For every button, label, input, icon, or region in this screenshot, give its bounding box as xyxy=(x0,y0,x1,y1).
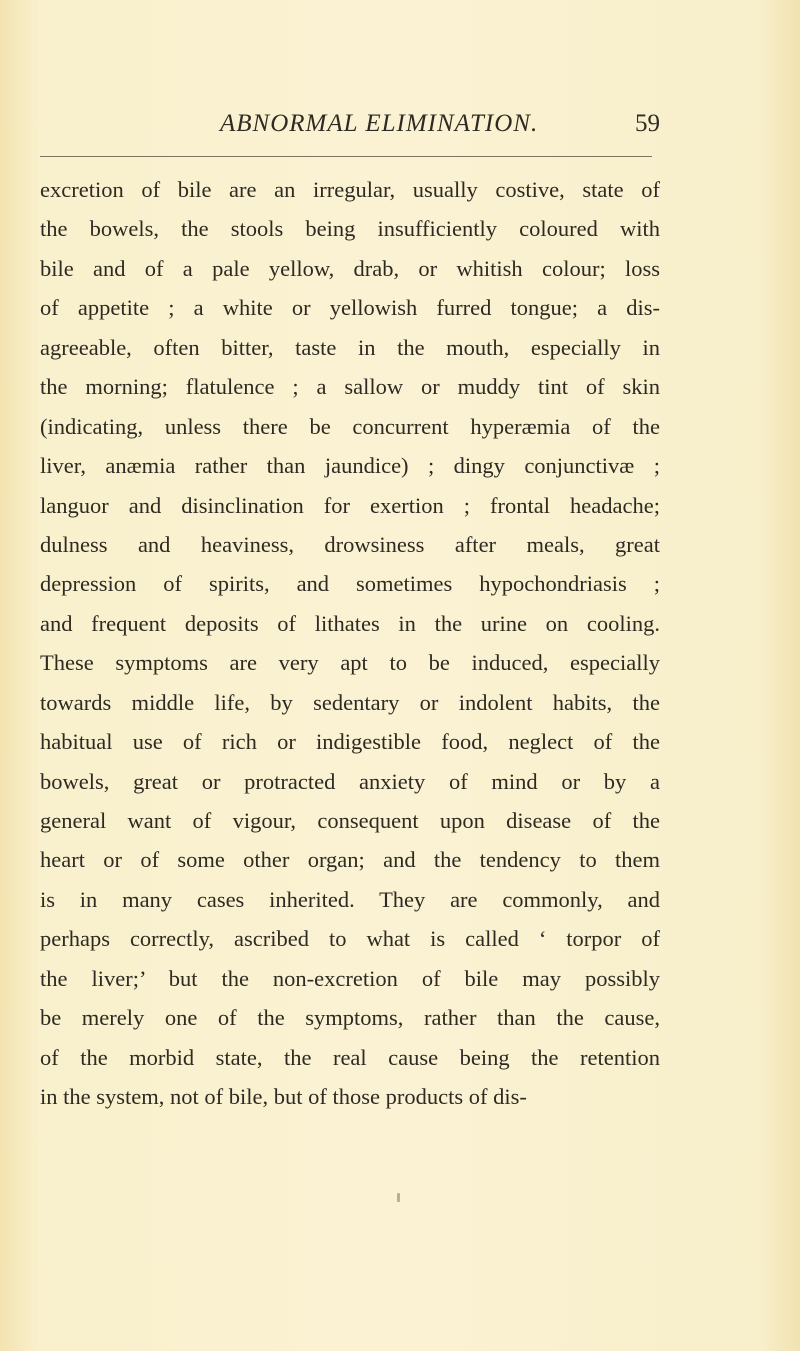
page-header xyxy=(40,110,660,150)
text-line: agreeable, often bitter, taste in the mouth, especially in xyxy=(40,334,660,360)
text-line: and frequent deposits of lithates in the urine on cooling. xyxy=(40,610,660,636)
text-line: of appetite ; a white or yellowish furred tongue; a dis- xyxy=(40,295,660,321)
text-line: of the morbid state, the real cause being the retention xyxy=(40,1044,660,1070)
text-line: habitual use of rich or indigestible food, neglect of the xyxy=(40,729,660,755)
text-line: towards middle life, by sedentary or indolent habits, the xyxy=(40,689,660,715)
text-line: the liver;’ but the non-excretion of bile may possibly xyxy=(40,965,660,991)
text-line: depression of spirits, and sometimes hypochondriasis ; xyxy=(40,571,660,597)
text-line: bile and of a pale yellow, drab, or whitish colour; loss xyxy=(40,255,660,281)
text-line: perhaps correctly, ascribed to what is called ‘ torpor of xyxy=(40,926,660,952)
text-line: languor and disinclination for exertion ; frontal headache; xyxy=(40,492,660,518)
text-line: dulness and heaviness, drowsiness after meals, great xyxy=(40,531,660,557)
header-rule xyxy=(40,156,652,157)
page-number: 59 xyxy=(635,110,660,137)
text-line: excretion of bile are an irregular, usually costive, state of xyxy=(40,177,660,202)
text-line: the bowels, the stools being insufficiently coloured with xyxy=(40,216,660,242)
running-title: ABNORMAL ELIMINATION. xyxy=(220,110,539,137)
text-line: in the system, not of bile, but of those products of dis- xyxy=(40,1084,527,1110)
body-paragraph xyxy=(40,170,660,1117)
text-line: These symptoms are very apt to be induced, especially xyxy=(40,650,660,676)
text-line: (indicating, unless there be concurrent hyperæmia of the xyxy=(40,413,660,439)
text-line: the morning; flatulence ; a sallow or muddy tint of skin xyxy=(40,374,660,400)
text-line: general want of vigour, consequent upon disease of the xyxy=(40,808,660,833)
text-line: be merely one of the symptoms, rather than the cause, xyxy=(40,1005,660,1031)
text-line: heart or of some other organ; and the tendency to them xyxy=(40,847,660,873)
text-line: liver, anæmia rather than jaundice) ; dingy conjunctivæ ; xyxy=(40,453,660,479)
text-line: bowels, great or protracted anxiety of mind or by a xyxy=(40,768,660,794)
page-speck xyxy=(397,1193,400,1202)
text-line: is in many cases inherited. They are commonly, and xyxy=(40,886,660,912)
